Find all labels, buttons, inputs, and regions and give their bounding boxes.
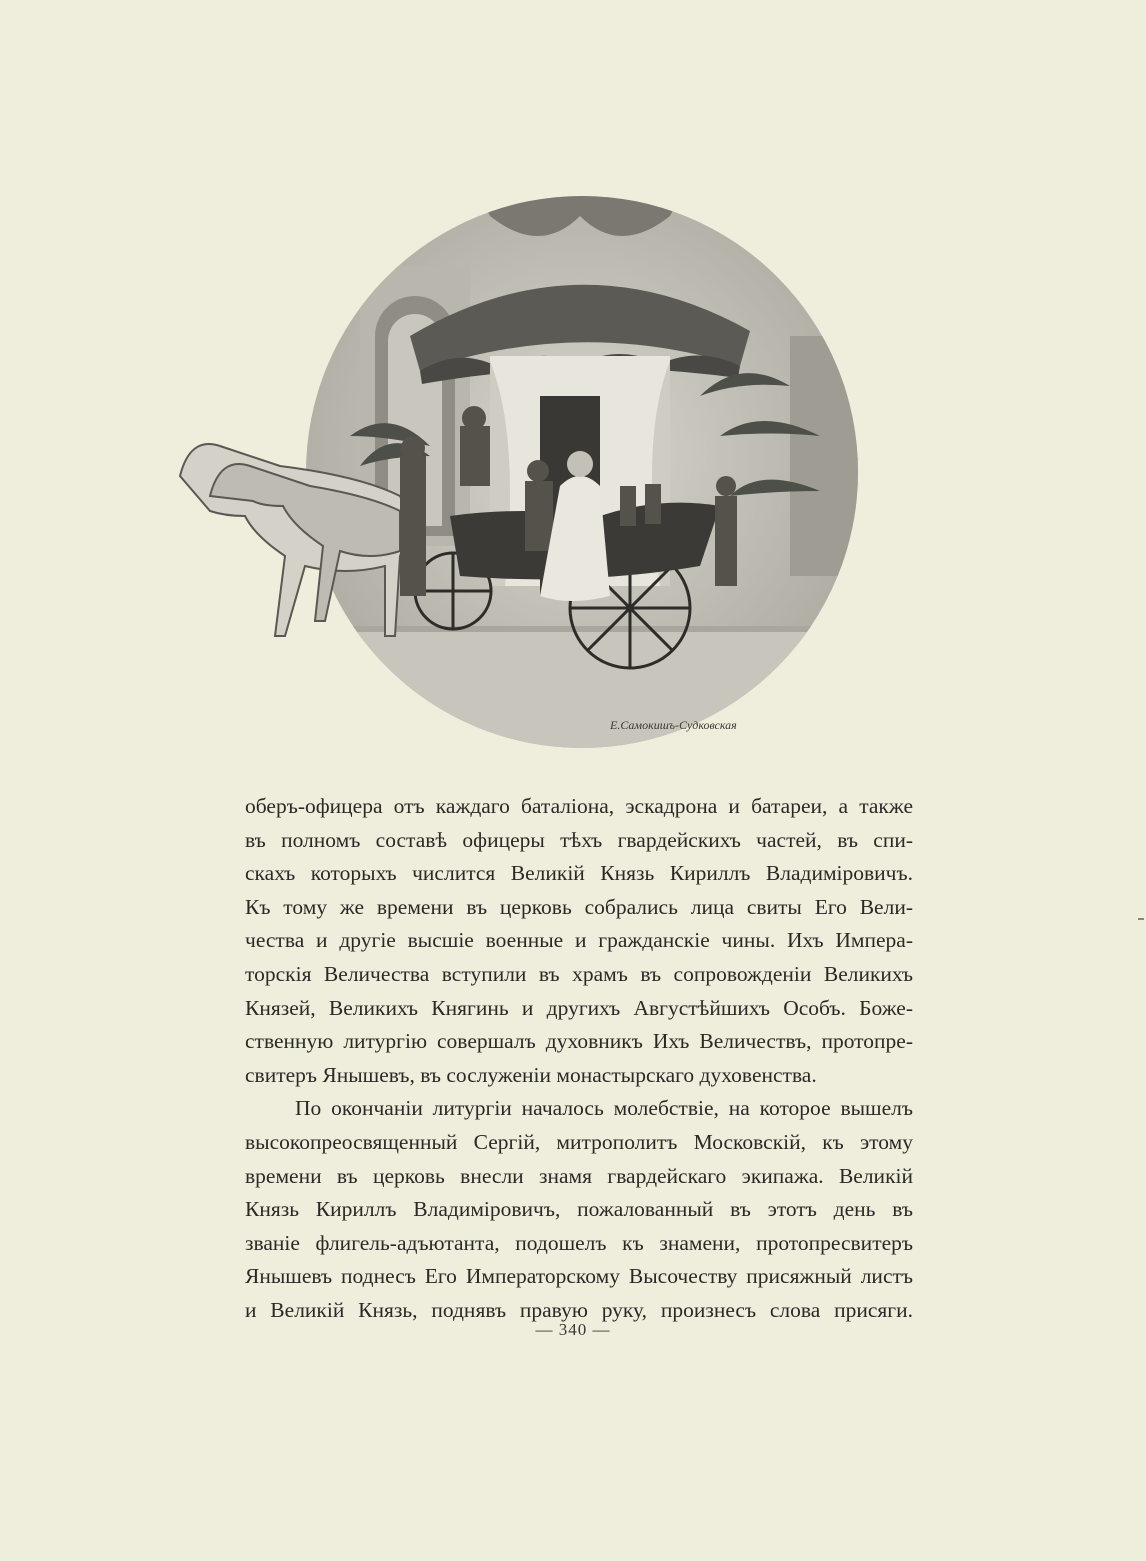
margin-mark [1138, 918, 1144, 920]
text-line: Князь Кириллъ Владиміровичъ, пожалованный въ этотъ день въ [245, 1197, 913, 1222]
text-line: высокопреосвященный Сергій, митрополитъ Московскій, къ этому [245, 1129, 913, 1154]
text-line: торскія Величества вступили въ храмъ въ сопровожденіи Великихъ [245, 961, 913, 986]
text-line: Князей, Великихъ Княгинь и другихъ Августѣйшихъ Особъ. Боже- [245, 995, 913, 1020]
text-line: Къ тому же времени въ церковь собрались лица свиты Его Вели- [245, 894, 913, 919]
text-line: ственную литургію совершалъ духовникъ Ихъ Величествъ, протопре- [245, 1029, 913, 1054]
text-line: свитеръ Янышевъ, въ сослуженіи монастырскаго духовенства. [245, 1062, 817, 1087]
text-line: времени въ церковь внесли знамя гвардейскаго экипажа. Великій [245, 1163, 913, 1188]
carriage-illustration [160, 196, 860, 768]
text-line: званіе флигель-адъютанта, подошелъ къ знамени, протопресвитеръ [245, 1230, 913, 1255]
page-number: — 340 — [535, 1320, 611, 1339]
artist-signature: Е.Самокишъ-Судковская [610, 718, 737, 732]
text-line: скахъ которыхъ числится Великій Князь Кириллъ Владиміровичъ. [245, 861, 913, 886]
body-text [245, 790, 913, 1328]
text-line: въ полномъ составѣ офицеры тѣхъ гвардейскихъ частей, въ спи- [245, 827, 913, 852]
text-line: чества и другіе высшіе военные и гражданскіе чины. Ихъ Импера- [245, 928, 913, 953]
text-line: и Великій Князь, поднявъ правую руку, произнесъ слова присяги. [245, 1297, 913, 1322]
text-line: По окончаніи литургіи началось молебствіе, на которое вышелъ [295, 1096, 913, 1121]
text-line: Янышевъ поднесъ Его Императорскому Высочеству присяжный листъ [245, 1264, 913, 1289]
text-line: оберъ-офицера отъ каждаго баталіона, эскадрона и батареи, а также [245, 794, 913, 818]
